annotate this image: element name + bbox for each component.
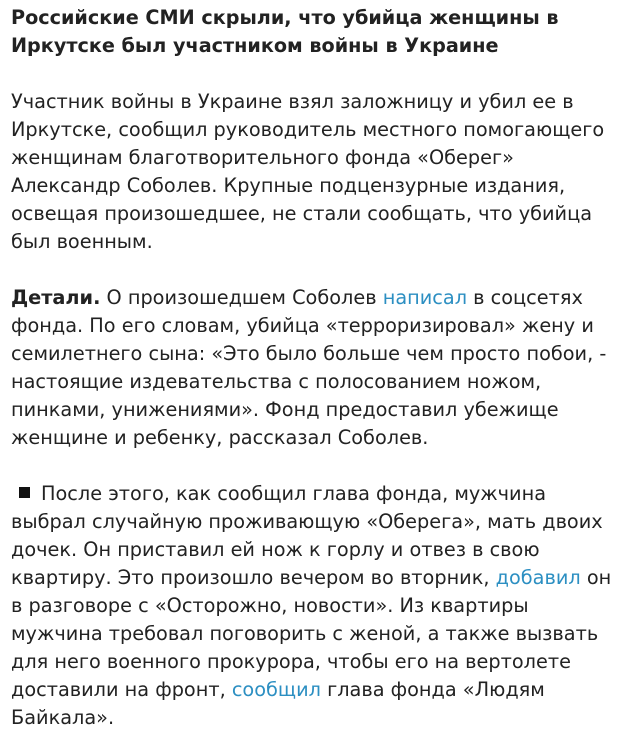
bullet-text-part2: он в разговоре с «Осторожно, новости». Из квартиры мужчина требовал поговорить с женой, а также вызвать для него военного прокурора, чтобы его на вертолете доставили на фронт, [11, 566, 612, 701]
details-paragraph [11, 284, 617, 452]
black-square-icon [19, 487, 30, 498]
intro-paragraph: Участник войны в Украине взял заложницу и убил ее в Иркутске, сообщил руководитель местного помогающего женщинам благотворительного фонда «Оберег» Александр Соболев. Крупные подцензурные издания, освещая произошедшее, не стали сообщать, что убийца был военным. [11, 90, 605, 253]
paragraph-gap [11, 452, 617, 480]
paragraph-gap [11, 60, 617, 88]
details-text-after-link: в соцсетях фонда. По его словам, убийца «терроризировал» жену и семилетнего сына: «Это было больше чем просто побои, - настоящие издевательства с полосованием ножом, пинками, унижениями». Фонд предоставил убежище женщине и ребенку, рассказал Соболев. [11, 286, 607, 449]
details-text-before-link: О произошедшем Соболев [100, 286, 383, 309]
bullet-paragraph [11, 480, 617, 732]
bullet-text-part3: глава фонда «Людям Байкала». [11, 678, 545, 729]
paragraph-gap [11, 256, 617, 284]
reported-link[interactable]: сообщил [231, 678, 321, 701]
bullet-text-part1: После этого, как сообщил глава фонда, мужчина выбрал случайную проживающую «Оберега», мать двоих дочек. Он приставил ей нож к горлу и отвез в свою квартиру. Это произошло вечером во вторник, [11, 482, 603, 589]
added-link[interactable]: добавил [495, 566, 581, 589]
details-label: Детали. [11, 286, 101, 309]
wrote-link[interactable]: написал [382, 286, 468, 309]
post-title: Российские СМИ скрыли, что убийца женщины в Иркутске был участником войны в Украине [11, 6, 559, 57]
